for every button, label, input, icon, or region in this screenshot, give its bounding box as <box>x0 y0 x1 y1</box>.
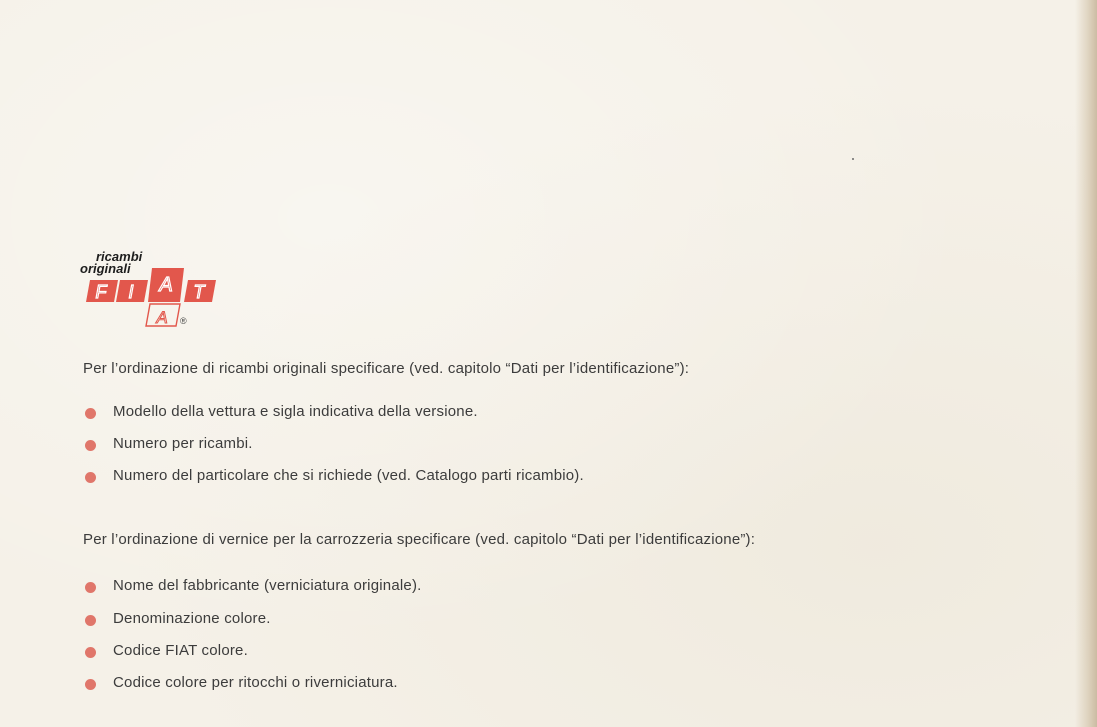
bullet-dot <box>85 582 96 593</box>
registered-mark: ® <box>180 316 187 326</box>
list-item-text: Denominazione colore. <box>113 610 271 627</box>
logo-tile-a <box>148 268 184 302</box>
bullet-dot <box>85 408 96 419</box>
logo-letter-i: I <box>128 282 134 302</box>
logo-letter-a: A <box>159 274 173 296</box>
logo-tile-t <box>184 280 216 302</box>
bullet-dot <box>85 679 96 690</box>
list-item-text: Nome del fabbricante (verniciatura originale). <box>113 577 422 594</box>
page-edge <box>1075 0 1097 727</box>
logo-tile-f <box>86 280 118 302</box>
list-item-text: Modello della vettura e sigla indicativa della versione. <box>113 403 478 420</box>
bullet-dot <box>85 615 96 626</box>
logo-text-ricambi: ricambi <box>96 249 143 264</box>
logo-letter-t: T <box>193 282 205 302</box>
bullet-dot <box>85 440 96 451</box>
list-item-text: Numero del particolare che si richiede (ved. Catalogo parti ricambio). <box>113 467 584 484</box>
bullet-dot <box>85 647 96 658</box>
logo-sub-tile-a <box>146 304 180 327</box>
logo-letter-f: F <box>95 282 107 302</box>
logo-sub-letter-a: A <box>156 308 168 327</box>
ricambi-originali-fiat-logo <box>80 246 230 336</box>
list-item-text: Numero per ricambi. <box>113 435 253 452</box>
paper-speck <box>852 158 854 160</box>
list-item-text: Codice colore per ritocchi o riverniciatura. <box>113 674 398 691</box>
parts-order-intro: Per l’ordinazione di ricambi originali specificare (ved. capitolo “Dati per l’identificazione”): <box>83 360 690 377</box>
logo-text-originali: originali <box>80 261 131 276</box>
list-item-text: Codice FIAT colore. <box>113 642 248 659</box>
bullet-dot <box>85 472 96 483</box>
paint-order-intro: Per l’ordinazione di vernice per la carrozzeria specificare (ved. capitolo “Dati per l’identificazione”): <box>83 531 756 548</box>
logo-tile-i <box>116 280 148 302</box>
